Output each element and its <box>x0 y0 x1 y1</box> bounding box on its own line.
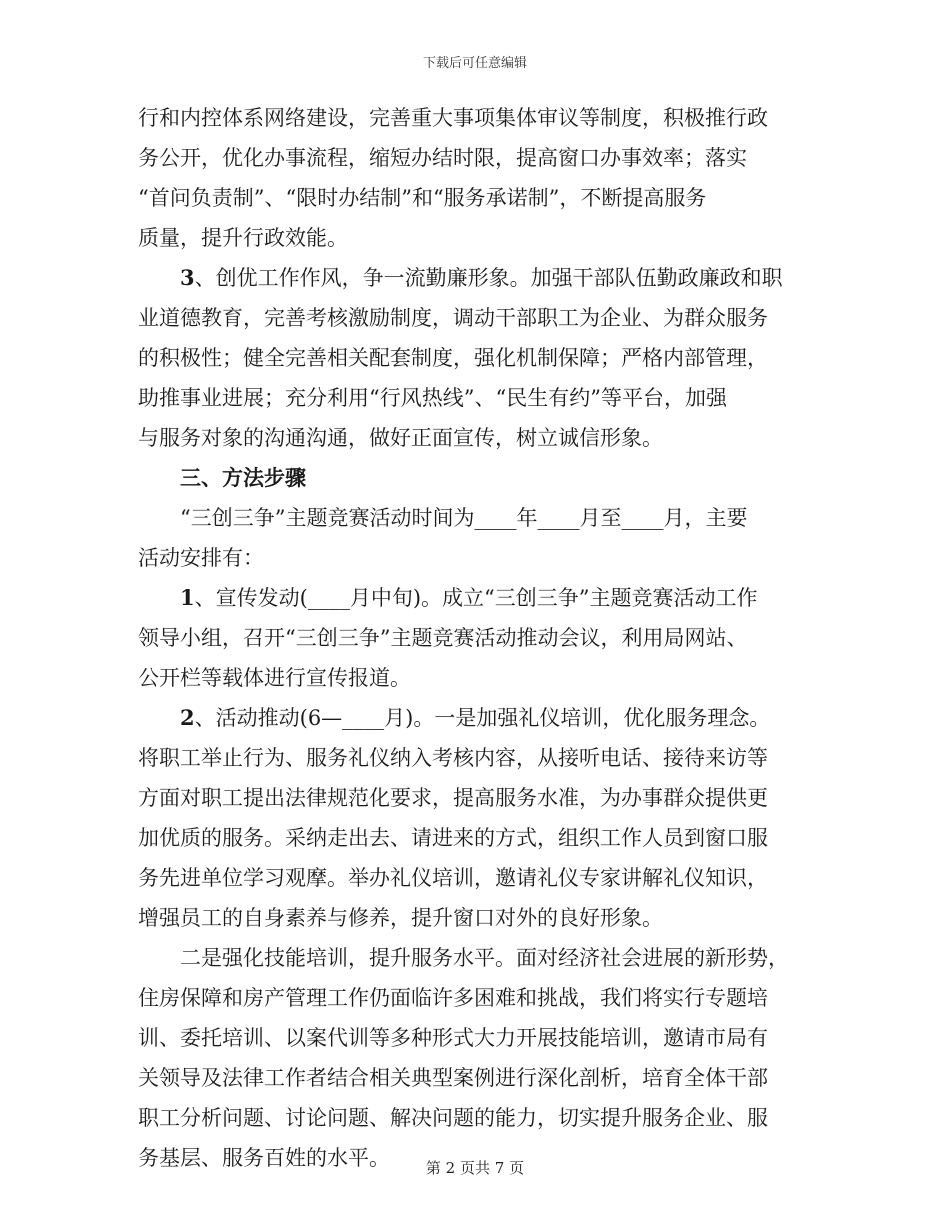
text-line: 职工分析问题、讨论问题、解决问题的能力，切实提升服务企业、服 <box>138 1106 768 1130</box>
page-header: 下载后可任意编辑 <box>422 56 527 71</box>
paragraph-item-2 <box>138 698 814 938</box>
text-line <box>138 578 814 618</box>
text-line: 行和内控体系网络建设，完善重大事项集体审议等制度，积极推行政 <box>138 106 768 130</box>
paragraph-item-1 <box>138 578 814 698</box>
text-line: 增强员工的自身素养与修养，提升窗口对外的良好形象。 <box>138 906 663 930</box>
text-line: 助推事业进展；充分利用“行风热线”、“民生有约”等平台，加强 <box>138 386 727 410</box>
text-line <box>138 698 814 738</box>
text-line: 训、委托培训、以案代训等多种形式大力开展技能培训，邀请市局有 <box>138 1026 768 1050</box>
text-line: 务公开，优化办事流程，缩短办结时限，提高窗口办事效率；落实 <box>138 146 747 170</box>
text-line: 务基层、服务百姓的水平。 <box>138 1146 390 1170</box>
text-line: 务先进单位学习观摩。举办礼仪培训，邀请礼仪专家讲解礼仪知识， <box>138 866 768 890</box>
text-line: 关领导及法律工作者结合相关典型案例进行深化剖析，培育全体干部 <box>138 1066 768 1090</box>
text-line: 二是强化技能培训，提升服务水平。面对经济社会进展的新形势， <box>180 946 789 970</box>
text-line: “三创三争”主题竞赛活动时间为____年____月至____月，主要 <box>180 506 748 530</box>
item-number: 1 <box>180 585 195 610</box>
paragraph-continuation <box>138 98 814 258</box>
text-line: 的积极性；健全完善相关配套制度，强化机制保障；严格内部管理， <box>138 346 768 370</box>
item-text: 、创优工作作风，争一流勤廉形象。加强干部队伍勤政廉政和职 <box>194 266 783 290</box>
text-line: 活动安排有： <box>138 546 264 570</box>
item-number: 2 <box>180 705 195 730</box>
paragraph-item-3 <box>138 258 814 458</box>
paragraph-skills-training <box>138 938 814 1178</box>
item-text: 、活动推动(6—____月)。一是加强礼仪培训，优化服务理念。 <box>194 706 771 730</box>
item-number: 3 <box>180 265 195 290</box>
text-line: 领导小组，召开“三创三争”主题竞赛活动推动会议，利用局网站、 <box>138 626 748 650</box>
item-text: 、宣传发动(____月中旬)。成立“三创三争”主题竞赛活动工作 <box>194 586 758 610</box>
page-number: 第 2 页共 7 页 <box>425 1159 525 1177</box>
text-line: 公开栏等载体进行宣传报道。 <box>138 666 411 690</box>
text-line: 方面对职工提出法律规范化要求，提高服务水准，为办事群众提供更 <box>138 786 768 810</box>
paragraph-schedule-intro <box>138 498 814 578</box>
text-line: “首问负责制”、“限时办结制”和“服务承诺制”，不断提高服务 <box>138 186 707 210</box>
section-heading: 三、方法步骤 <box>180 466 306 490</box>
text-line: 与服务对象的沟通沟通，做好正面宣传，树立诚信形象。 <box>138 426 663 450</box>
text-line: 住房保障和房产管理工作仍面临许多困难和挑战，我们将实行专题培 <box>138 986 768 1010</box>
document-body <box>138 98 814 1178</box>
text-line: 加优质的服务。采纳走出去、请进来的方式，组织工作人员到窗口服 <box>138 826 768 850</box>
text-line: 业道德教育，完善考核激励制度，调动干部职工为企业、为群众服务 <box>138 306 768 330</box>
text-line: 将职工举止行为、服务礼仪纳入考核内容，从接听电话、接待来访等 <box>138 746 768 770</box>
text-line: 质量，提升行政效能。 <box>138 226 348 250</box>
text-line <box>138 258 814 298</box>
